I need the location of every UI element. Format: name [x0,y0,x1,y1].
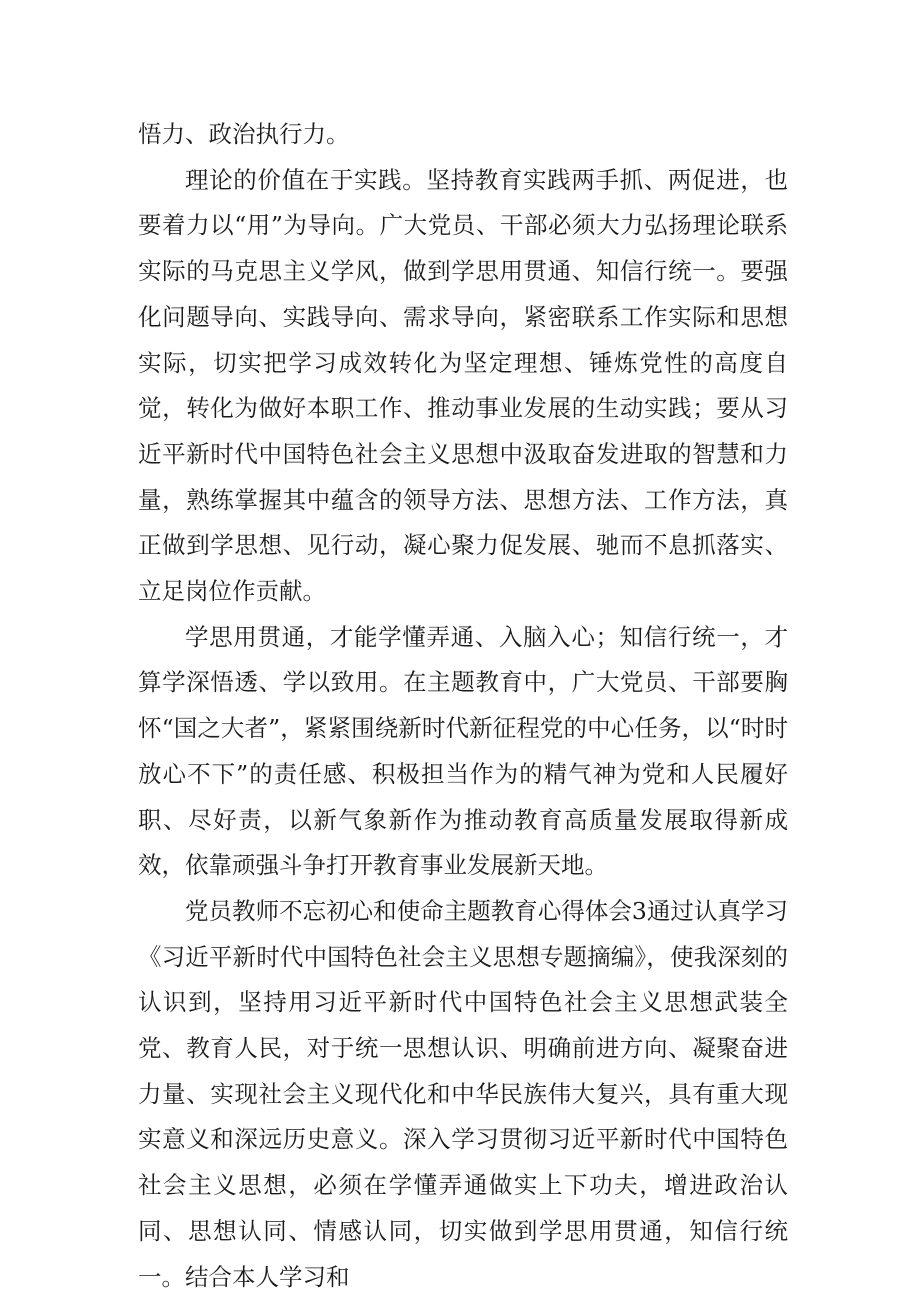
paragraph-teacher-reflection: 党员教师不忘初心和使命主题教育心得体会3通过认真学习《习近平新时代中国特色社会主义思想专题摘编》，使我深刻的认识到，坚持用习近平新时代中国特色社会主义思想武装全党、教育人民，对于统一思想认识、明确前进方向、凝聚奋进力量、实现社会主义现代化和中华民族伟大复兴，具有重大现实意义和深远历史意义。深入学习贯彻习近平新时代中国特色社会主义思想，必须在学懂弄通做实上下功夫，增进政治认同、思想认同、情感认同，切实做到学思用贯通，知信行统一。结合本人学习和 [138,896,788,1291]
paragraph-theory-practice: 理论的价值在于实践。坚持教育实践两手抓、两促进，也要着力以“用”为导向。广大党员、干部必须大力弘扬理论联系实际的马克思主义学风，做到学思用贯通、知信行统一。要强化问题导向、实践导向、需求导向，紧密联系工作实际和思想实际，切实把学习成效转化为坚定理想、锤炼党性的高度自觉，转化为做好本职工作、推动事业发展的生动实践；要从习近平新时代中国特色社会主义思想中汲取奋发进取的智慧和力量，熟练掌握其中蕴含的领导方法、思想方法、工作方法，真正做到学思想、见行动，凝心聚力促发展、驰而不息抓落实、立足岗位作贡献。 [138,165,788,606]
document-body [138,112,788,1300]
paragraph-study-application: 学思用贯通，才能学懂弄通、入脑入心；知信行统一，才算学深悟透、学以致用。在主题教育中，广大党员、干部要胸怀“国之大者”，紧紧围绕新时代新征程党的中心任务，以“时时放心不下”的责任感、积极担当作为的精气神为党和人民履好职、尽好责，以新气象新作为推动教育高质量发展取得新成效，依靠顽强斗争打开教育事业发展新天地。 [138,622,788,880]
paragraph-continuation: 悟力、政治执行力。 [138,120,350,148]
